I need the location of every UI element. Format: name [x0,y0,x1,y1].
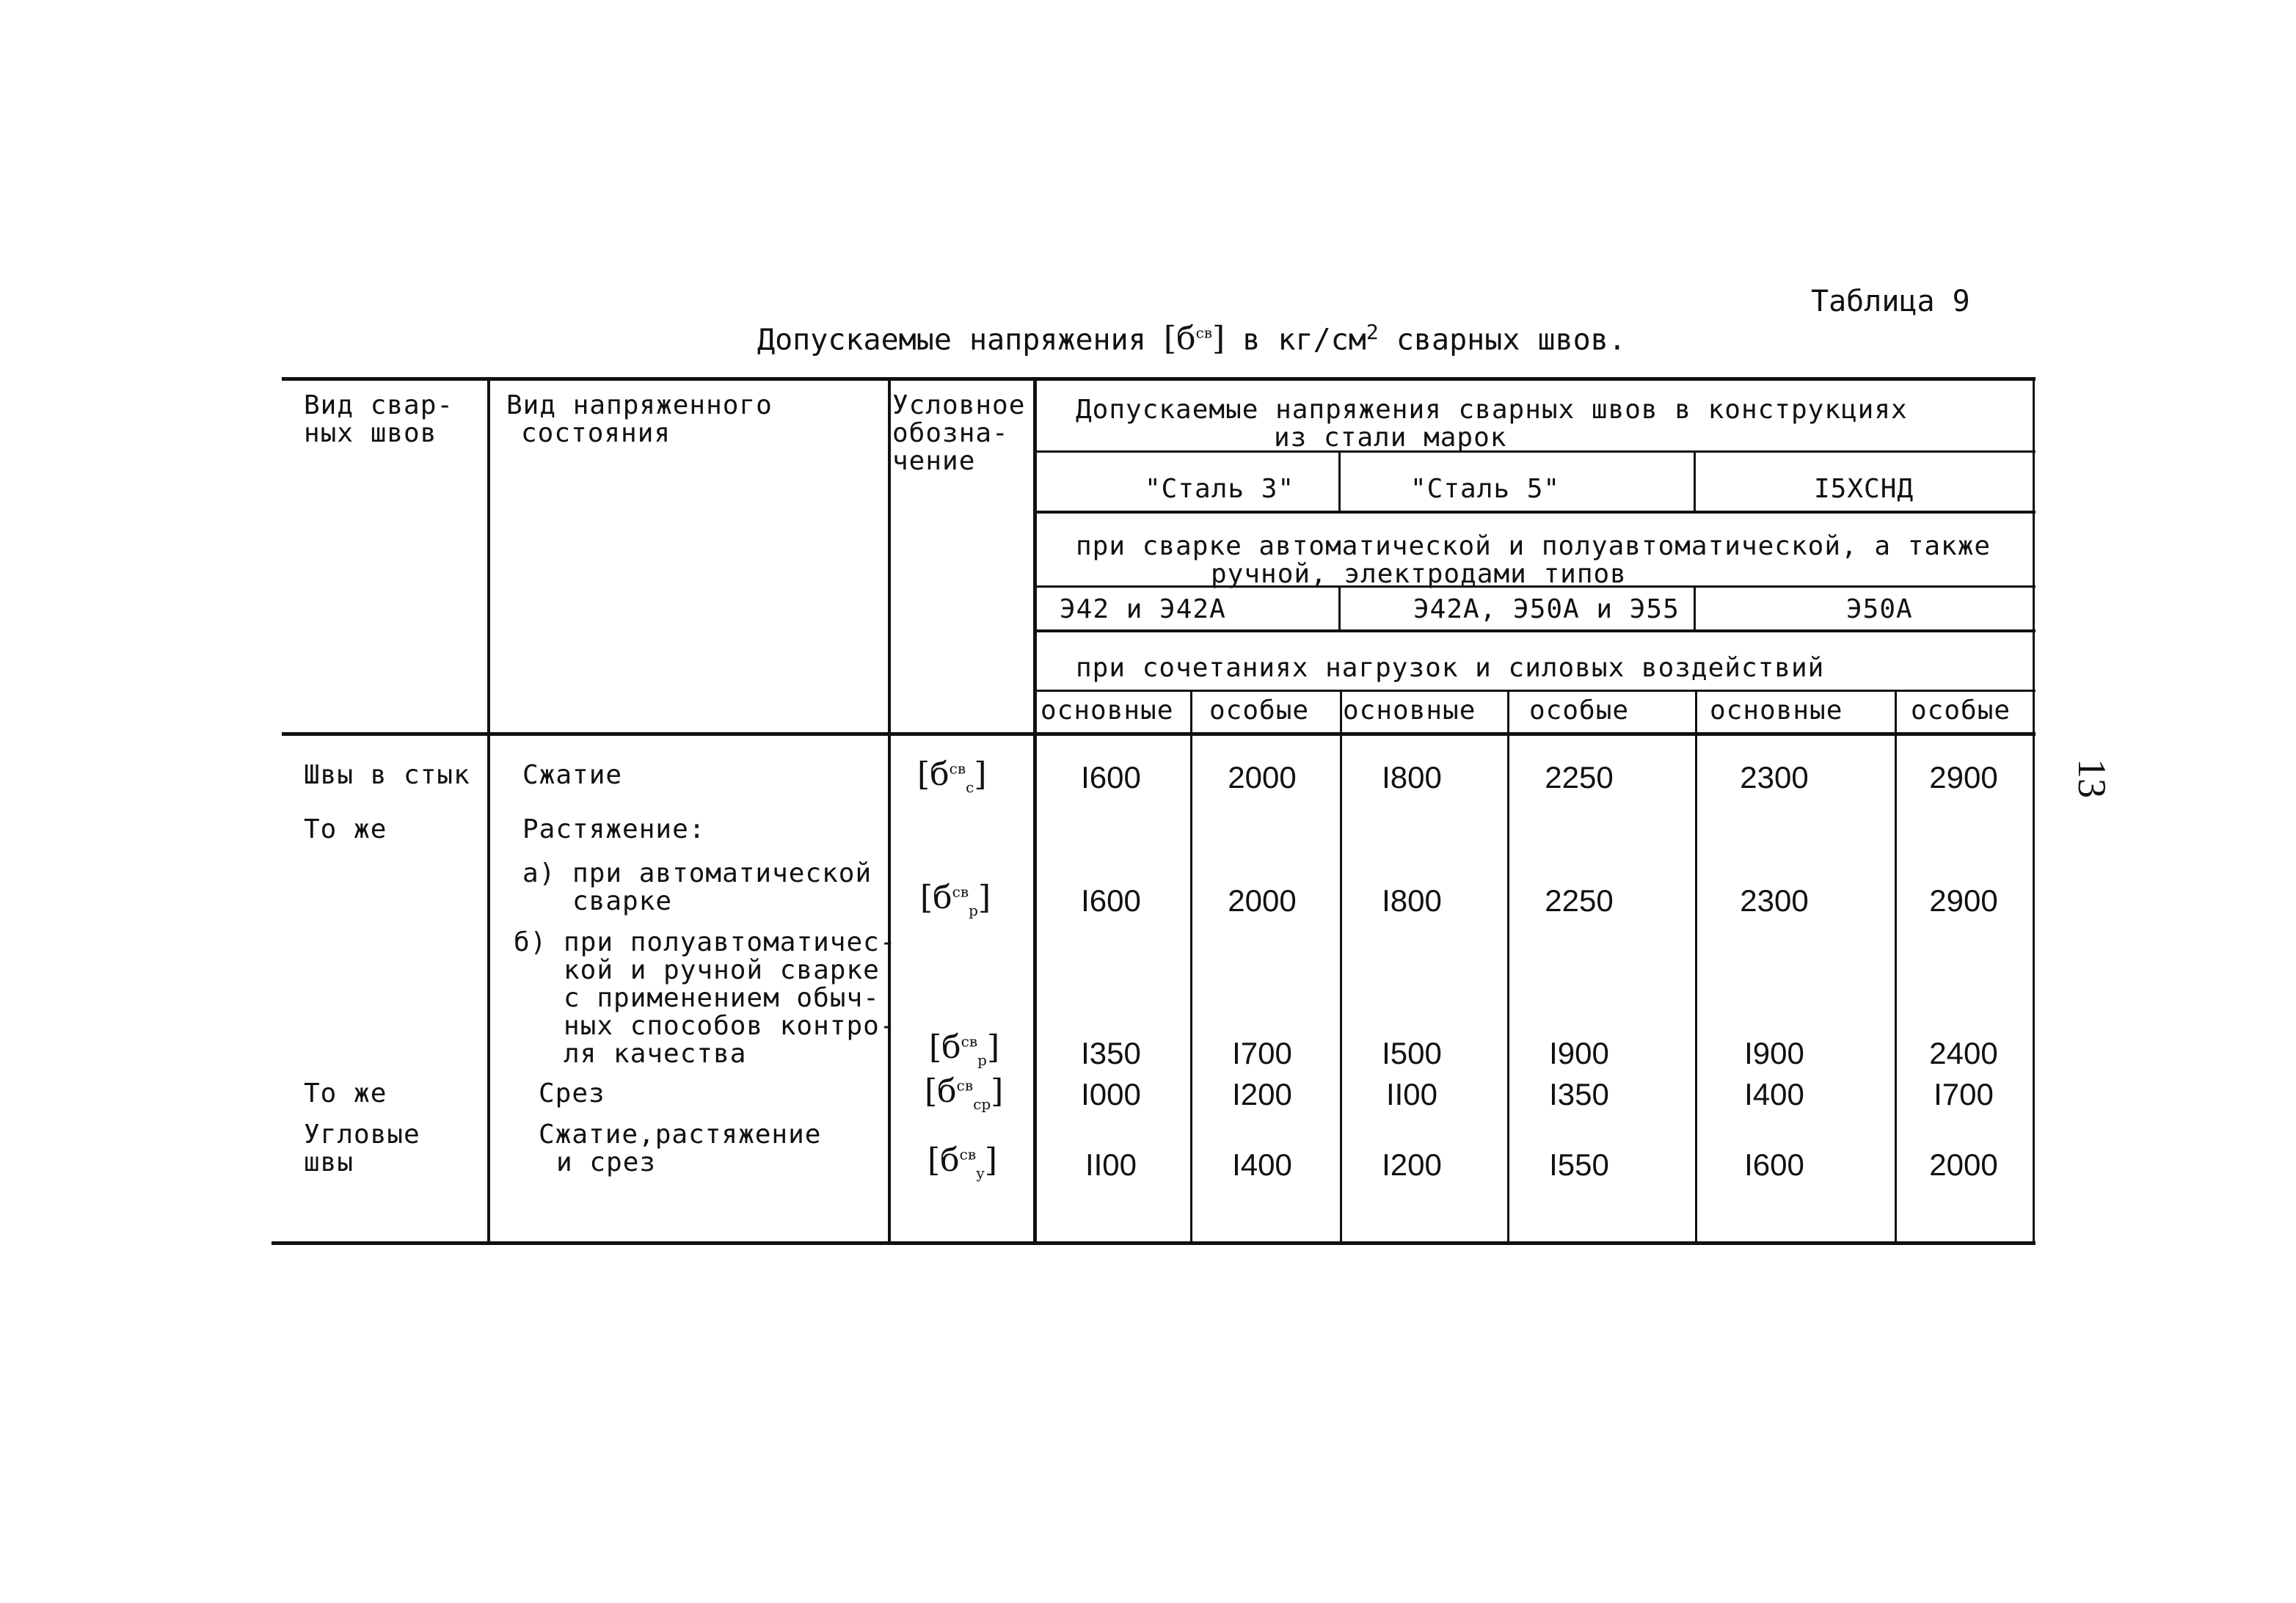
row-value: I900 [1744,1036,1804,1070]
vline-1 [487,377,490,1243]
row-value: I500 [1382,1036,1442,1070]
caption-stress-symbol: $[б^{св}]$ [1163,320,1225,358]
header-steel-5: "Сталь 5" [1410,474,1561,504]
header-load-type-5: основные [1710,695,1843,726]
row-value: I400 [1744,1077,1804,1111]
table-bottom-rule [271,1241,2036,1245]
table-label: Таблица 9 [1811,285,1970,318]
row-value: 2400 [1929,1036,1998,1070]
header-electrode-3: Э50А [1846,594,1913,624]
rule-loads-note [1035,690,2036,692]
row-stress-state: б) при полуавтоматичес- кой и ручной сварке с применением обыч- ных способов контро- ля качества [514,927,897,1069]
vline-steel-1 [1338,450,1341,514]
row-value: I550 [1549,1147,1609,1182]
header-load-type-2: особые [1209,695,1310,726]
row-symbol: $[б^{св}_р]$ [929,1029,1000,1069]
row-value: I350 [1081,1036,1141,1070]
vline-elec-1 [1338,585,1341,631]
row-value: I000 [1081,1077,1141,1111]
row-symbol: $[б^{св}_с]$ [917,756,987,796]
header-group-title: Допускаемые напряжения сварных швов в конструкциях из стали марок [1076,395,1908,453]
header-loads-note: при сочетаниях нагрузок и силовых воздействий [1076,653,1825,683]
vline-right [2033,377,2035,1243]
row-value: 2900 [1929,883,1998,918]
header-steel-15hsnd: I5ХСНД [1814,474,1914,504]
row-value: 2250 [1545,883,1614,918]
row-value: I200 [1232,1077,1292,1111]
caption-unit: в кг/см [1242,323,1366,357]
row-symbol: $[б^{св}_{ср}]$ [925,1073,1004,1113]
header-load-type-3: основные [1343,695,1476,726]
row-value: I200 [1382,1147,1442,1182]
row-stress-state: Сжатие [522,760,623,790]
row-value: I700 [1232,1036,1292,1070]
caption-suffix: сварных швов. [1396,323,1626,357]
row-weld-kind: Швы в стык [304,760,470,790]
row-stress-state: Сжатие,растяжение и срез [539,1120,822,1177]
row-value: I800 [1382,760,1442,795]
row-stress-state: а) при автоматической сварке [522,858,872,916]
row-value: 2250 [1545,760,1614,795]
vline-elec-2 [1694,585,1696,631]
page-number: 13 [2070,759,2114,798]
caption-unit-power: 2 [1366,320,1379,344]
row-stress-state: Растяжение: [522,814,706,844]
header-col-weld-kind: Вид свар- ных швов [304,390,454,448]
row-value: I800 [1382,883,1442,918]
row-value: 2000 [1228,760,1297,795]
header-col-stress-state: Вид напряженного состояния [506,390,773,448]
header-steel-3: "Сталь 3" [1145,474,1295,504]
header-load-type-1: основные [1041,695,1174,726]
vline-3 [1033,377,1037,1243]
row-value: II00 [1385,1077,1438,1111]
row-value: 2300 [1740,883,1809,918]
row-value: I700 [1934,1077,1994,1111]
header-load-type-4: особые [1529,695,1630,726]
row-weld-kind: То же [304,814,387,844]
row-value: 2300 [1740,760,1809,795]
header-electrode-2: Э42А, Э50А и Э55 [1413,594,1680,624]
header-bottom-rule [282,732,2036,736]
row-value: I600 [1081,883,1141,918]
header-load-type-6: особые [1911,695,2011,726]
vline-2 [888,377,891,1243]
header-electrode-1: Э42 и Э42А [1060,594,1226,624]
row-symbol: $[б^{св}_у]$ [927,1142,998,1182]
row-value: I600 [1744,1147,1804,1182]
row-value: I900 [1549,1036,1609,1070]
table-top-rule [282,377,2036,381]
caption-prefix: Допускаемые напряжения [757,323,1146,357]
row-value: 2900 [1929,760,1998,795]
row-stress-state: Срез [539,1078,605,1109]
table-caption [757,320,1626,357]
row-value: I600 [1081,760,1141,795]
rule-steels [1035,511,2036,514]
header-welding-note: при сварке автоматической и полуавтоматической, а также ручной, электродами типов [1076,531,1991,589]
row-symbol: $[б^{св}_р]$ [920,879,991,919]
row-value: 2000 [1228,883,1297,918]
vline-load-4 [1695,690,1697,1243]
row-value: 2000 [1929,1147,1998,1182]
row-value: I350 [1549,1077,1609,1111]
row-value: II00 [1085,1147,1137,1182]
row-value: I400 [1232,1147,1292,1182]
row-weld-kind: Угловые швы [304,1120,420,1177]
rule-electrodes [1035,629,2036,632]
header-col-symbol: Условное обозна- чение [892,390,1026,476]
row-weld-kind: То же [304,1078,387,1109]
vline-steel-2 [1694,450,1696,514]
